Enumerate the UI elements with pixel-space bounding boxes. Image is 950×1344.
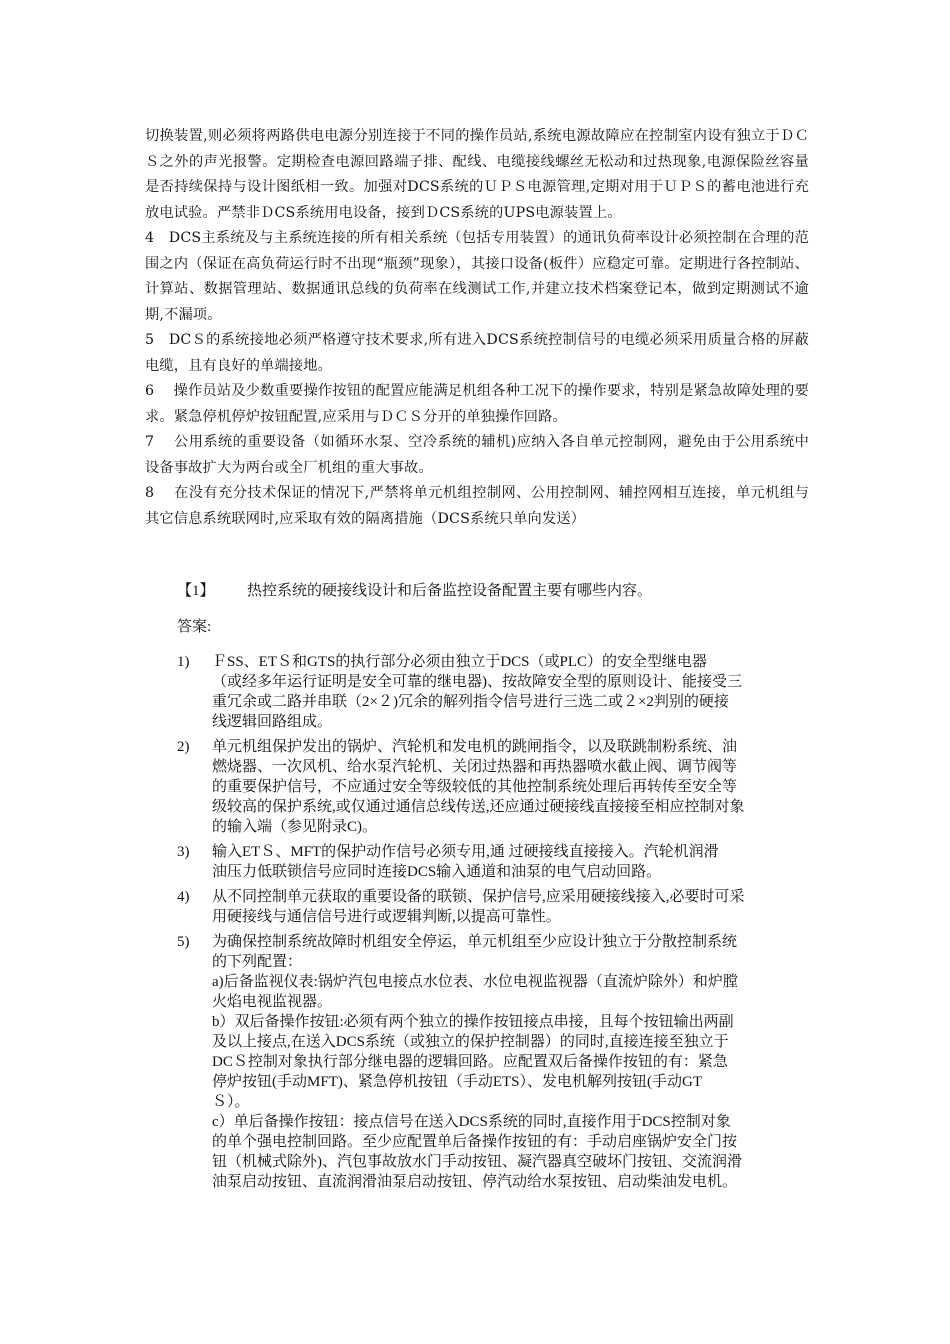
paragraph-8-network-isolation: 8 在没有充分技术保证的情况下,严禁将单元机组控制网、公用控制网、辅控网相互连接，单元机组与其它信息系统联网时,应采取有效的隔离措施（DCS系统只单向发送） — [145, 485, 809, 527]
paragraph-7-public-system: 7 公用系统的重要设备（如循环水泵、空冷系统的辅机)应纳入各自单元控制网，避免由于公用系统中设备事故扩大为两台或全厂机组的重大事故。 — [145, 434, 809, 476]
answer-item-line: Ｓ）。 — [212, 1094, 250, 1110]
answer-item-line: 重冗余或二路并串联（2×２)冗余的解列指令信号进行三选二或２×2判别的硬接 — [212, 694, 729, 710]
paragraph-6-operator-station: 6 操作员站及少数重要操作按钮的配置应能满足机组各种工况下的操作要求，特别是紧急故障处理的要求。紧急停机停炉按钮配置,应采用与ＤＣＳ分开的单独操作回路。 — [145, 383, 809, 425]
question-text: 热控系统的硬接线设计和后备监控设备配置主要有哪些内容。 — [247, 583, 653, 599]
answer-item-line: 的输入端（参见附录C)。 — [212, 819, 378, 835]
answer-item-line: 的单个强电控制回路。至少应配置单后备操作按钮的有：手动启座锅炉安全门按 — [212, 1134, 738, 1150]
answer-item — [177, 887, 817, 927]
answer-item-line: 停炉按钮(手动MFT)、紧急停机按钮（手动ETS）、发电机解列按钮(手动GT — [212, 1074, 702, 1090]
answer-item-line: 的重要保护信号，不应通过安全等级较低的其他控制系统处理后再转传至安全等 — [212, 779, 738, 795]
answer-item-line: 单元机组保护发出的锅炉、汽轮机和发电机的跳闸指令，以及联跳制粉系统、油 — [212, 739, 738, 755]
answer-item-number: 5) — [177, 934, 190, 950]
answer-item — [177, 652, 817, 732]
paragraph-5-grounding: 5 DCＳ的系统接地必须严格遵守技术要求,所有进入DCS系统控制信号的电缆必须采用质量合格的屏蔽电缆，且有良好的单端接地。 — [145, 332, 809, 374]
answer-item-line: 级较高的保护系统,或仅通过通信总线传送,还应通过硬接线直接接至相应控制对象 — [212, 799, 745, 815]
question-number: 【1】 — [177, 583, 215, 599]
answer-item — [177, 932, 817, 1192]
answer-item-line: ＦSS、ETＳ和GTS的执行部分必须由独立于DCS（或PLC）的安全型继电器 — [212, 654, 708, 670]
answer-item-line: c）单后备操作按钮：接点信号在送入DCS系统的同时,直接作用于DCS控制对象 — [212, 1114, 731, 1130]
answer-item-line: 钮（机械式除外)、汽包事故放水门手动按钮、凝汽器真空破坏门按钮、交流润滑 — [212, 1154, 742, 1170]
answer-label: 答案: — [177, 619, 212, 635]
answer-item-line: 火焰电视监视器。 — [212, 994, 333, 1010]
answer-item-line: 及以上接点,在送入DCS系统（或独立的保护控制器）的同时,直接连接至独立于 — [212, 1034, 729, 1050]
answer-item-number: 1) — [177, 654, 190, 670]
question-heading — [177, 580, 817, 602]
answer-item-number: 4) — [177, 889, 190, 905]
answer-item-line: 油压力低联锁信号应同时连接DCS输入通道和油泵的电气启动回路。 — [212, 864, 662, 880]
answer-item-line: 从不同控制单元获取的重要设备的联锁、保护信号,应采用硬接线接入,必要时可采 — [212, 889, 745, 905]
answer-item-number: 2) — [177, 739, 190, 755]
answer-item-line: 的下列配置： — [212, 954, 303, 970]
answer-item-line: 油泵启动按钮、直流润滑油泵启动按钮、停汽动给水泵按钮、启动柴油发电机。 — [212, 1174, 738, 1190]
answer-item — [177, 842, 817, 882]
paragraph-power-supply: 切换装置,则必须将两路供电电源分别连接于不同的操作员站,系统电源故障应在控制室内设有独立于ＤＣＳ之外的声光报警。定期检查电源回路端子排、配线、电缆接线螺丝无松动和过热现象,电源保险丝容量是否持续保持与设计图纸相一致。加强对DCS系统的ＵＰＳ电源管理,定期对用于ＵＰＳ的蓄电池进行充放电试验。严禁非ＤCS系统用电设备，接到ＤCS系统的UPS电源装置上。 — [145, 128, 809, 221]
answer-item-line: a)后备监视仪表:锅炉汽包电接点水位表、水位电视监视器（直流炉除外）和炉膛 — [212, 974, 738, 990]
paragraph-4-comm-load: 4 DCS主系统及与主系统连接的所有相关系统（包括专用装置）的通讯负荷率设计必须控制在合理的范围之内（保证在高负荷运行时不出现“瓶颈”现象），其接口设备(板件）应稳定可靠。定期进行各控制站、计算站、数据管理站、数据通讯总线的负荷率在线测试工作,并建立技术档案登记本，做到定期测试不逾期,不漏项。 — [145, 230, 809, 323]
answer-item-line: 输入ETＳ、MFT的保护动作信号必须专用,通 过硬接线直接接入。汽轮机润滑 — [212, 844, 719, 860]
answer-item-line: 用硬接线与通信信号进行或逻辑判断,以提高可靠性。 — [212, 909, 561, 925]
answer-item-line: 线逻辑回路组成。 — [212, 714, 333, 730]
answer-item-line: 燃烧器、一次风机、给水泵汽轮机、关闭过热器和再热器喷水截止阀、调节阀等 — [212, 759, 738, 775]
body-text — [145, 124, 809, 532]
answer-item-line: 为确保控制系统故障时机组安全停运，单元机组至少应设计独立于分散控制系统 — [212, 934, 738, 950]
answer-item-line: b）双后备操作按钮:必须有两个独立的操作按钮接点串接，且每个按钮输出两副 — [212, 1014, 734, 1030]
answer-item-line: DCＳ控制对象执行部分继电器的逻辑回路。应配置双后备操作按钮的有：紧急 — [212, 1054, 728, 1070]
answer-list — [177, 652, 817, 1192]
answer-item — [177, 737, 817, 837]
question-answer-section — [177, 580, 817, 1197]
answer-item-line: （或经多年运行证明是安全可靠的继电器)、按故障安全型的原则设计、能接受三 — [212, 674, 742, 690]
answer-item-number: 3) — [177, 844, 190, 860]
